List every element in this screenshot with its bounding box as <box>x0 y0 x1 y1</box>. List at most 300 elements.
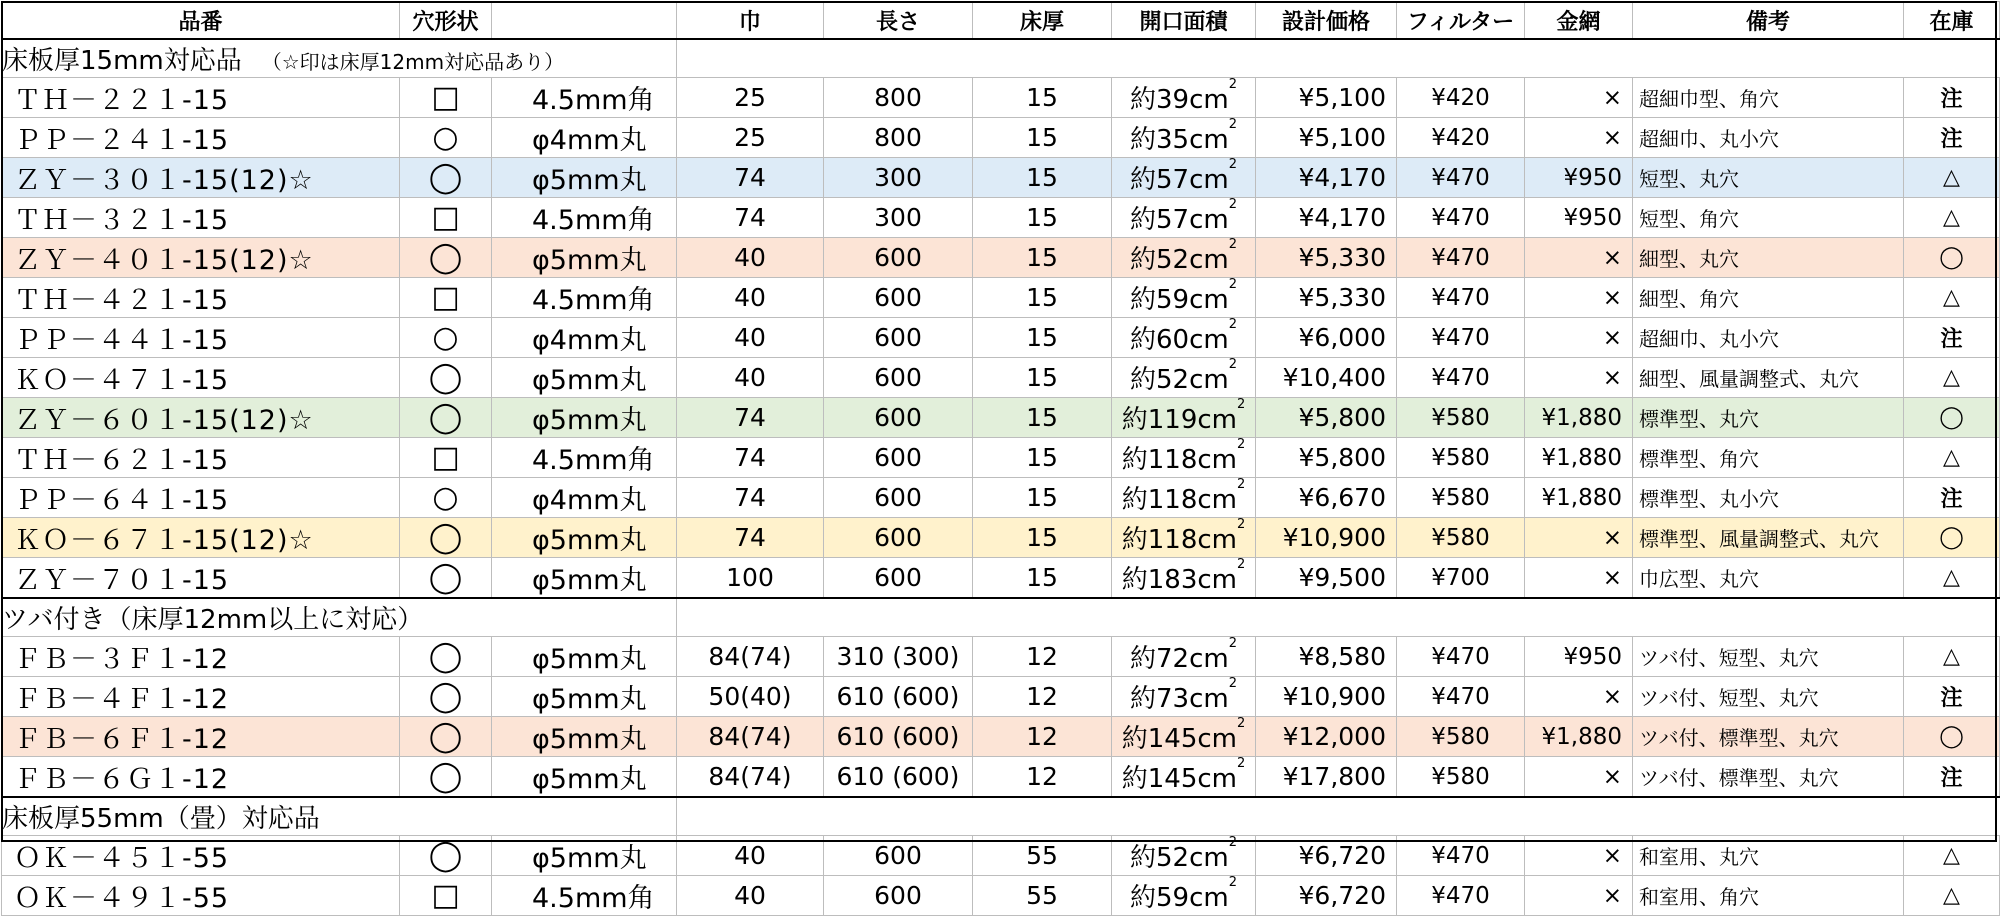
cell-shape-text: ◯ <box>428 638 463 674</box>
header-code: 品番 <box>2 2 400 40</box>
cell-filter <box>1397 238 1525 278</box>
cell-thickness <box>973 637 1112 677</box>
cell-price-text: ¥5,800 <box>1298 403 1386 432</box>
cell-hole-text: φ5mm丸 <box>532 245 647 276</box>
cell-wire-text: ¥1,880 <box>1541 723 1622 750</box>
cell-code-text: ＺＹ－６０１-15(12)☆ <box>14 405 314 436</box>
table-row <box>2 158 2000 198</box>
section-spacer <box>1904 39 2000 78</box>
cell-width <box>677 637 824 677</box>
cell-price <box>1256 198 1397 238</box>
cell-shape-text: ◯ <box>428 399 463 435</box>
cell-filter <box>1397 198 1525 238</box>
table-row <box>2 438 2000 478</box>
cell-shape-text: ○ <box>432 319 459 355</box>
cell-note <box>1633 358 1904 398</box>
cell-thickness <box>973 78 1112 118</box>
cell-length <box>824 118 973 158</box>
cell-code-text: ＰＰ－６４１-15 <box>14 485 230 516</box>
cell-shape <box>400 238 492 278</box>
cell-shape-text: ○ <box>432 119 459 155</box>
cell-thickness-text: 15 <box>1026 323 1058 352</box>
cell-wire-text: × <box>1602 124 1622 151</box>
cell-filter <box>1397 717 1525 757</box>
section-subtitle: （☆印は床厚12mm対応品あり） <box>261 50 565 74</box>
cell-code-text: ＯＫ－４９１-55 <box>14 883 230 914</box>
cell-note <box>1633 78 1904 118</box>
cell-note-text: 短型、丸穴 <box>1639 167 1739 191</box>
cell-stock <box>1904 438 2000 478</box>
cell-area-text: 約73cm <box>1130 684 1229 714</box>
section-title <box>2 797 677 836</box>
cell-shape-text: ◯ <box>428 159 463 195</box>
cell-stock-text: △ <box>1943 165 1960 190</box>
cell-shape-text: □ <box>431 199 460 235</box>
cell-area-text: 約118cm <box>1121 525 1237 555</box>
cell-code-text: ＫＯ－４７１-15 <box>14 365 230 396</box>
cell-code <box>2 438 400 478</box>
cell-note-text: 標準型、角穴 <box>1639 447 1759 471</box>
cell-note-text: 細型、角穴 <box>1639 287 1739 311</box>
cell-price <box>1256 278 1397 318</box>
cell-area-text: 約57cm <box>1130 165 1229 195</box>
cell-width-text: 84(74) <box>708 762 792 791</box>
cell-wire-text: × <box>1602 564 1622 591</box>
section-title <box>2 39 677 78</box>
cell-code <box>2 677 400 717</box>
cell-shape <box>400 438 492 478</box>
area-unit-superscript: 2 <box>1236 557 1246 572</box>
cell-hole-text: φ4mm丸 <box>532 125 647 156</box>
cell-shape-text: ◯ <box>428 678 463 714</box>
header-filter: フィルター <box>1397 2 1525 40</box>
table-row <box>2 836 2000 876</box>
section-title <box>2 598 677 637</box>
section-spacer <box>1397 797 1525 836</box>
cell-shape <box>400 518 492 558</box>
cell-hole-text: 4.5mm角 <box>532 85 655 116</box>
area-unit-superscript: 2 <box>1228 117 1237 132</box>
cell-filter-text: ¥580 <box>1431 404 1490 431</box>
cell-length-text: 800 <box>874 83 922 112</box>
cell-code <box>2 318 400 358</box>
cell-hole <box>492 118 677 158</box>
cell-width <box>677 836 824 876</box>
cell-wire <box>1525 558 1633 599</box>
cell-length-text: 610 (600) <box>836 762 960 791</box>
section-spacer <box>1904 598 2000 637</box>
table-row <box>2 518 2000 558</box>
cell-shape <box>400 318 492 358</box>
cell-stock-text: ◯ <box>1939 724 1964 749</box>
header-length: 長さ <box>824 2 973 40</box>
cell-wire <box>1525 398 1633 438</box>
cell-price <box>1256 836 1397 876</box>
cell-filter <box>1397 118 1525 158</box>
cell-width-text: 74 <box>734 203 766 232</box>
section-spacer <box>824 598 973 637</box>
cell-price <box>1256 518 1397 558</box>
cell-price <box>1256 158 1397 198</box>
cell-hole-text: φ4mm丸 <box>532 485 647 516</box>
cell-shape-text: □ <box>431 79 460 115</box>
cell-price <box>1256 757 1397 798</box>
cell-stock <box>1904 398 2000 438</box>
cell-filter-text: ¥420 <box>1431 124 1490 151</box>
cell-thickness <box>973 876 1112 916</box>
cell-length-text: 800 <box>874 123 922 152</box>
cell-area-text: 約119cm <box>1121 405 1237 435</box>
cell-thickness <box>973 677 1112 717</box>
table-body <box>2 39 2000 916</box>
cell-shape <box>400 677 492 717</box>
cell-stock <box>1904 78 2000 118</box>
cell-width <box>677 478 824 518</box>
cell-length <box>824 398 973 438</box>
cell-filter-text: ¥470 <box>1431 324 1490 351</box>
cell-wire <box>1525 757 1633 798</box>
cell-hole-text: φ5mm丸 <box>532 724 647 755</box>
cell-price-text: ¥5,100 <box>1298 123 1386 152</box>
cell-stock <box>1904 717 2000 757</box>
cell-shape-text: ◯ <box>428 519 463 555</box>
cell-code-text: ＺＹ－４０１-15(12)☆ <box>14 245 314 276</box>
cell-area-text: 約57cm <box>1130 205 1229 235</box>
cell-code <box>2 558 400 599</box>
cell-length-text: 300 <box>874 203 922 232</box>
section-spacer <box>677 797 824 836</box>
cell-width-text: 40 <box>734 363 766 392</box>
cell-hole-text: 4.5mm角 <box>532 285 655 316</box>
cell-wire-text: ¥950 <box>1563 643 1622 670</box>
cell-note <box>1633 438 1904 478</box>
cell-filter <box>1397 757 1525 798</box>
cell-thickness-text: 15 <box>1026 203 1058 232</box>
cell-hole <box>492 158 677 198</box>
cell-code-text: ＺＹ－３０１-15(12)☆ <box>14 165 314 196</box>
cell-thickness <box>973 836 1112 876</box>
cell-stock <box>1904 318 2000 358</box>
cell-width-text: 40 <box>734 841 766 870</box>
cell-area-text: 約183cm <box>1121 565 1237 595</box>
section-spacer <box>677 39 824 78</box>
cell-note <box>1633 876 1904 916</box>
cell-thickness-text: 15 <box>1026 403 1058 432</box>
cell-note-text: 細型、丸穴 <box>1639 247 1739 271</box>
cell-area-text: 約52cm <box>1130 245 1229 275</box>
cell-price <box>1256 558 1397 599</box>
cell-wire <box>1525 358 1633 398</box>
cell-stock-text: 注 <box>1940 87 1963 112</box>
cell-length-text: 610 (600) <box>836 682 960 711</box>
cell-hole <box>492 198 677 238</box>
cell-note-text: 超細巾型、角穴 <box>1639 87 1779 111</box>
cell-width <box>677 558 824 599</box>
cell-wire-text: ¥950 <box>1563 164 1622 191</box>
cell-width-text: 74 <box>734 443 766 472</box>
cell-stock-text: △ <box>1943 445 1960 470</box>
cell-price <box>1256 118 1397 158</box>
cell-area <box>1112 836 1256 876</box>
cell-thickness <box>973 558 1112 599</box>
cell-price-text: ¥8,580 <box>1298 642 1386 671</box>
cell-filter-text: ¥700 <box>1431 564 1490 591</box>
cell-area <box>1112 757 1256 798</box>
cell-hole-text: φ5mm丸 <box>532 165 647 196</box>
cell-wire-text: × <box>1602 284 1622 311</box>
cell-stock-text: △ <box>1943 365 1960 390</box>
cell-thickness <box>973 478 1112 518</box>
cell-code <box>2 118 400 158</box>
cell-width <box>677 518 824 558</box>
cell-price-text: ¥12,000 <box>1282 722 1386 751</box>
cell-length-text: 600 <box>874 841 922 870</box>
cell-shape-text: ◯ <box>428 718 463 754</box>
cell-stock-text: △ <box>1943 565 1960 590</box>
table-row <box>2 358 2000 398</box>
cell-stock-text: ◯ <box>1939 525 1964 550</box>
cell-note <box>1633 558 1904 599</box>
cell-note-text: 標準型、丸穴 <box>1639 407 1759 431</box>
cell-code <box>2 238 400 278</box>
cell-length <box>824 198 973 238</box>
cell-hole <box>492 876 677 916</box>
cell-width <box>677 278 824 318</box>
cell-length-text: 600 <box>874 363 922 392</box>
cell-hole-text: φ5mm丸 <box>532 365 647 396</box>
area-unit-superscript: 2 <box>1228 835 1237 850</box>
section-spacer <box>1633 598 1904 637</box>
cell-wire <box>1525 278 1633 318</box>
area-unit-superscript: 2 <box>1228 636 1237 651</box>
cell-thickness <box>973 198 1112 238</box>
table-row <box>2 637 2000 677</box>
cell-thickness-text: 12 <box>1026 682 1058 711</box>
cell-hole-text: φ5mm丸 <box>532 764 647 795</box>
cell-code <box>2 478 400 518</box>
cell-filter <box>1397 398 1525 438</box>
cell-stock-text: 注 <box>1940 686 1963 711</box>
cell-width-text: 84(74) <box>708 722 792 751</box>
table-row <box>2 118 2000 158</box>
table-row <box>2 398 2000 438</box>
cell-area <box>1112 478 1256 518</box>
cell-width <box>677 238 824 278</box>
cell-area <box>1112 78 1256 118</box>
cell-hole-text: 4.5mm角 <box>532 205 655 236</box>
cell-area <box>1112 677 1256 717</box>
cell-hole <box>492 238 677 278</box>
table-row <box>2 677 2000 717</box>
cell-code-text: ＴＨ－６２１-15 <box>14 445 230 476</box>
cell-length-text: 600 <box>874 523 922 552</box>
cell-filter-text: ¥470 <box>1431 164 1490 191</box>
cell-hole-text: φ5mm丸 <box>532 843 647 874</box>
cell-note <box>1633 318 1904 358</box>
cell-shape <box>400 78 492 118</box>
area-unit-superscript: 2 <box>1228 317 1237 332</box>
cell-thickness <box>973 358 1112 398</box>
cell-code <box>2 876 400 916</box>
section-title-text: ツバ付き（床厚12mm以上に対応） <box>2 605 424 635</box>
cell-area <box>1112 358 1256 398</box>
cell-stock <box>1904 558 2000 599</box>
cell-thickness <box>973 438 1112 478</box>
cell-shape-text: ◯ <box>428 758 463 794</box>
cell-area-text: 約39cm <box>1130 85 1229 115</box>
cell-stock <box>1904 358 2000 398</box>
cell-length-text: 600 <box>874 323 922 352</box>
cell-code <box>2 198 400 238</box>
cell-filter <box>1397 677 1525 717</box>
cell-price <box>1256 78 1397 118</box>
cell-stock <box>1904 118 2000 158</box>
cell-code-text: ＰＰ－４４１-15 <box>14 325 230 356</box>
cell-note <box>1633 717 1904 757</box>
cell-wire-text: ¥950 <box>1563 204 1622 231</box>
cell-price-text: ¥5,330 <box>1298 243 1386 272</box>
cell-thickness-text: 15 <box>1026 123 1058 152</box>
cell-filter-text: ¥470 <box>1431 643 1490 670</box>
cell-filter <box>1397 358 1525 398</box>
cell-note <box>1633 118 1904 158</box>
cell-length <box>824 318 973 358</box>
section-row <box>2 797 2000 836</box>
area-unit-superscript: 2 <box>1228 237 1237 252</box>
cell-thickness-text: 15 <box>1026 443 1058 472</box>
cell-filter-text: ¥580 <box>1431 723 1490 750</box>
cell-thickness-text: 12 <box>1026 722 1058 751</box>
cell-filter-text: ¥470 <box>1431 364 1490 391</box>
cell-note <box>1633 637 1904 677</box>
cell-length-text: 300 <box>874 163 922 192</box>
cell-area-text: 約118cm <box>1121 485 1237 515</box>
cell-length <box>824 637 973 677</box>
section-spacer <box>1633 39 1904 78</box>
cell-shape <box>400 198 492 238</box>
cell-length <box>824 278 973 318</box>
cell-wire <box>1525 198 1633 238</box>
cell-wire-text: × <box>1602 364 1622 391</box>
cell-length <box>824 518 973 558</box>
cell-wire-text: ¥1,880 <box>1541 484 1622 511</box>
table-row <box>2 876 2000 916</box>
header-width: 巾 <box>677 2 824 40</box>
cell-note-text: 標準型、風量調整式、丸穴 <box>1639 527 1879 551</box>
section-spacer <box>1397 598 1525 637</box>
cell-code-text: ＦＢ－４Ｆ１-12 <box>14 684 230 715</box>
area-unit-superscript: 2 <box>1236 517 1246 532</box>
cell-shape <box>400 278 492 318</box>
cell-price <box>1256 318 1397 358</box>
cell-length-text: 600 <box>874 483 922 512</box>
cell-thickness <box>973 158 1112 198</box>
cell-filter <box>1397 158 1525 198</box>
cell-shape <box>400 876 492 916</box>
cell-length <box>824 478 973 518</box>
cell-price-text: ¥6,720 <box>1298 881 1386 910</box>
cell-area-text: 約145cm <box>1121 764 1237 794</box>
cell-thickness-text: 55 <box>1026 841 1058 870</box>
section-spacer <box>1904 797 2000 836</box>
cell-stock-text: △ <box>1943 843 1960 868</box>
cell-filter-text: ¥470 <box>1431 284 1490 311</box>
cell-length-text: 600 <box>874 243 922 272</box>
cell-filter <box>1397 518 1525 558</box>
cell-hole-text: φ5mm丸 <box>532 684 647 715</box>
cell-stock <box>1904 238 2000 278</box>
cell-length <box>824 876 973 916</box>
cell-area-text: 約72cm <box>1130 644 1229 674</box>
cell-shape-text: ◯ <box>428 559 463 595</box>
section-spacer <box>1525 39 1633 78</box>
cell-width <box>677 876 824 916</box>
cell-stock <box>1904 757 2000 798</box>
cell-hole-text: 4.5mm角 <box>532 445 655 476</box>
cell-wire <box>1525 158 1633 198</box>
header-area: 開口面積 <box>1112 2 1256 40</box>
cell-note <box>1633 398 1904 438</box>
table-row <box>2 757 2000 798</box>
cell-length <box>824 677 973 717</box>
section-spacer <box>1256 39 1397 78</box>
cell-price-text: ¥10,900 <box>1282 682 1386 711</box>
cell-note <box>1633 836 1904 876</box>
cell-shape <box>400 358 492 398</box>
cell-thickness-text: 12 <box>1026 762 1058 791</box>
cell-code-text: ＰＰ－２４１-15 <box>14 125 230 156</box>
cell-code <box>2 637 400 677</box>
cell-note-text: 超細巾、丸小穴 <box>1639 327 1779 351</box>
cell-wire <box>1525 478 1633 518</box>
cell-wire <box>1525 238 1633 278</box>
cell-width-text: 25 <box>734 83 766 112</box>
cell-length <box>824 836 973 876</box>
cell-wire-text: × <box>1602 324 1622 351</box>
cell-thickness-text: 15 <box>1026 283 1058 312</box>
cell-shape <box>400 558 492 599</box>
cell-length <box>824 558 973 599</box>
cell-hole-text: φ5mm丸 <box>532 565 647 596</box>
cell-area <box>1112 198 1256 238</box>
cell-width <box>677 717 824 757</box>
cell-width-text: 74 <box>734 403 766 432</box>
area-unit-superscript: 2 <box>1236 437 1246 452</box>
cell-area <box>1112 158 1256 198</box>
cell-hole <box>492 438 677 478</box>
cell-length-text: 310 (300) <box>836 642 960 671</box>
cell-filter-text: ¥580 <box>1431 524 1490 551</box>
cell-hole <box>492 398 677 438</box>
section-spacer <box>973 39 1112 78</box>
cell-note-text: 巾広型、丸穴 <box>1639 567 1759 591</box>
cell-note-text: 細型、風量調整式、丸穴 <box>1639 367 1859 391</box>
cell-filter-text: ¥470 <box>1431 683 1490 710</box>
cell-filter-text: ¥580 <box>1431 484 1490 511</box>
area-unit-superscript: 2 <box>1228 77 1237 92</box>
cell-thickness-text: 15 <box>1026 363 1058 392</box>
cell-area-text: 約60cm <box>1130 325 1229 355</box>
cell-length-text: 600 <box>874 283 922 312</box>
cell-price-text: ¥17,800 <box>1282 762 1386 791</box>
table-row <box>2 558 2000 599</box>
area-unit-superscript: 2 <box>1228 357 1237 372</box>
cell-area <box>1112 238 1256 278</box>
cell-shape <box>400 118 492 158</box>
cell-wire-text: × <box>1602 763 1622 790</box>
cell-length <box>824 717 973 757</box>
cell-width <box>677 677 824 717</box>
